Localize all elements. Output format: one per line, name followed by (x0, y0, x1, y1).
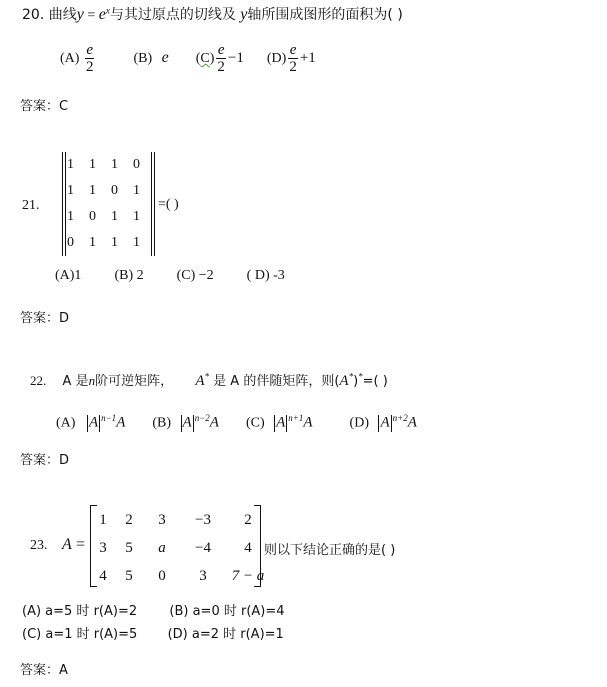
det-cell: 0 (67, 235, 74, 250)
q21-number: 21. (22, 198, 40, 213)
q20-opt-a-den: 2 (85, 59, 94, 75)
mat-cell: 4 (244, 540, 252, 556)
q22-stem3: 是 A 的伴随矩阵，则( (213, 374, 340, 389)
q20-number: 20. (22, 7, 45, 23)
det-cell: 1 (111, 235, 118, 250)
q20-opt-d-den: 2 (289, 59, 297, 75)
q23-opt-d: (D) a=2 时 r(A)=1 (167, 627, 284, 642)
q20-stem-before: 曲线 (48, 7, 77, 23)
q20-y-var2: y (240, 6, 248, 23)
q22-stem (30, 370, 388, 390)
q20-opt-c-letter: C (200, 51, 210, 67)
q20-opt-a-label: (A) (60, 51, 80, 67)
q20-opt-a-fraction (85, 42, 95, 76)
q22-opt-a-label: (A) (56, 415, 76, 431)
det-cell: 1 (67, 183, 74, 198)
q20-stem-end: 轴所围成图形的面积为( ) (247, 7, 403, 23)
mat-cell: 5 (125, 568, 133, 584)
q22-stem4: =( ) (362, 374, 388, 389)
q22-options (56, 408, 417, 434)
det-cell: 1 (133, 209, 140, 224)
q22-star: * (204, 371, 210, 382)
q20-e-exp: x (105, 5, 110, 16)
q22-opt-a-a2: A (116, 414, 126, 431)
q22-opt-c-a: A (276, 414, 286, 431)
mat-cell: 3 (199, 568, 207, 584)
q22-opt-c-a2: A (303, 414, 313, 431)
q21-opt-b: (B) 2 (114, 268, 144, 283)
q23-options-row1 (22, 600, 285, 619)
det-cell: 1 (133, 183, 140, 198)
q23-lhs: A (62, 536, 72, 553)
q22-star2: * (348, 371, 354, 382)
abs-bar (87, 415, 88, 432)
q20-opt-c-close: ) (209, 51, 215, 67)
mat-cell: 7 − a (231, 568, 265, 584)
q20-opt-d-fraction (288, 42, 298, 76)
abs-bar (181, 415, 182, 432)
q20-y-var: y (76, 6, 84, 23)
q22-opt-d-label: (D) (349, 415, 369, 431)
q20-opt-c-den: 2 (217, 59, 225, 75)
mat-cell: 3 (158, 512, 166, 528)
q22-opt-c-exp: n+1 (288, 413, 304, 423)
q21-opt-a: (A)1 (55, 268, 82, 283)
q23-opt-b: (B) a=0 时 r(A)=4 (169, 604, 285, 619)
abs-bar (99, 415, 100, 432)
q22-number: 22. (30, 373, 47, 388)
q21-det-bar-right (151, 152, 152, 256)
q22-stem1: A 是 (62, 374, 89, 389)
q21-det-bar-left (62, 152, 63, 256)
mat-cell: 0 (158, 568, 166, 584)
q23-bracket-right (254, 505, 261, 587)
det-cell: 1 (89, 157, 96, 172)
q20-opt-c-label (196, 51, 215, 66)
q22-opt-c-label: (C) (245, 415, 265, 431)
q22-n-var: n (88, 373, 96, 388)
q21-options (55, 268, 285, 284)
q23-opt-a: (A) a=5 时 r(A)=2 (22, 604, 138, 619)
q21-answer: 答案：D (20, 311, 70, 326)
q23-number: 23. (30, 538, 48, 553)
q22-close2: ) (353, 374, 359, 389)
q20-opt-a-num: e (86, 42, 94, 58)
q21-det-bar-right2 (154, 152, 155, 256)
q23-eq: = (76, 536, 86, 553)
q20-opt-c-num: e (217, 42, 225, 58)
q21-opt-d: ( D) -3 (246, 268, 285, 283)
q23-matrix (92, 506, 270, 590)
q20-options (60, 42, 316, 76)
q23-stem-after: 则以下结论正确的是( ) (264, 543, 396, 558)
mat-cell: −4 (195, 540, 211, 556)
det-cell: 1 (133, 235, 140, 250)
q20-opt-c-tail: −1 (227, 50, 244, 67)
mat-cell: 3 (99, 540, 107, 556)
mat-cell: a (158, 540, 166, 556)
q22-opt-a-a: A (88, 414, 99, 431)
q22-opt-b-exp: n−2 (194, 413, 210, 423)
q23-options-row2 (22, 623, 284, 642)
q22-a2: A (339, 373, 349, 389)
q22-a-star: A (195, 373, 205, 389)
q20-e-base: e (98, 6, 106, 23)
q22-answer: 答案：D (20, 453, 70, 468)
q20-stem (22, 4, 403, 24)
q21-eq: =( ) (158, 197, 179, 212)
q23-opt-c: (C) a=1 时 r(A)=5 (22, 627, 138, 642)
q20-eq-sign: = (83, 8, 99, 23)
abs-bar (391, 415, 392, 432)
q22-opt-b-a: A (182, 414, 192, 431)
det-cell: 1 (111, 209, 118, 224)
q22-opt-d-exp: n+2 (392, 413, 408, 423)
q20-opt-b-val: e (161, 49, 169, 67)
q20-opt-c-fraction (216, 42, 226, 76)
det-cell: 1 (67, 157, 74, 172)
mat-cell: 4 (99, 568, 107, 584)
q21-det-bar-left2 (65, 152, 66, 256)
q21-opt-c: (C) −2 (176, 268, 214, 283)
q20-opt-c-open: ( (195, 51, 201, 67)
abs-bar (274, 415, 275, 432)
q22-stem2: 阶可逆矩阵， (95, 374, 174, 389)
q20-opt-d-label: (D) (266, 51, 287, 67)
q22-opt-b-a2: A (209, 414, 219, 431)
q20-opt-d-tail: +1 (299, 50, 316, 67)
q20-opt-b-label: (B) (133, 51, 153, 67)
q21-determinant (67, 152, 151, 256)
q20-stem-after: 与其过原点的切线及 (109, 7, 236, 23)
det-cell: 0 (89, 209, 96, 224)
q23-answer: 答案：A (20, 663, 68, 678)
det-cell: 0 (111, 183, 118, 198)
mat-cell: 5 (125, 540, 133, 556)
mat-cell: 1 (99, 512, 107, 528)
det-cell: 0 (133, 157, 140, 172)
q22-opt-d-a: A (380, 414, 390, 431)
abs-bar (193, 415, 194, 432)
det-cell: 1 (67, 209, 74, 224)
q22-star3: * (358, 371, 363, 382)
q22-opt-a-exp: n−1 (101, 413, 117, 423)
mat-cell: 2 (125, 512, 133, 528)
mat-cell: −3 (195, 512, 211, 528)
q20-opt-d-num: e (289, 42, 297, 58)
q20-answer: 答案：C (20, 99, 69, 114)
mat-cell: 2 (244, 512, 252, 528)
q22-opt-d-a2: A (407, 414, 417, 431)
det-cell: 1 (89, 235, 96, 250)
det-cell: 1 (89, 183, 96, 198)
det-cell: 1 (111, 157, 118, 172)
q22-opt-b-label: (B) (152, 415, 172, 431)
